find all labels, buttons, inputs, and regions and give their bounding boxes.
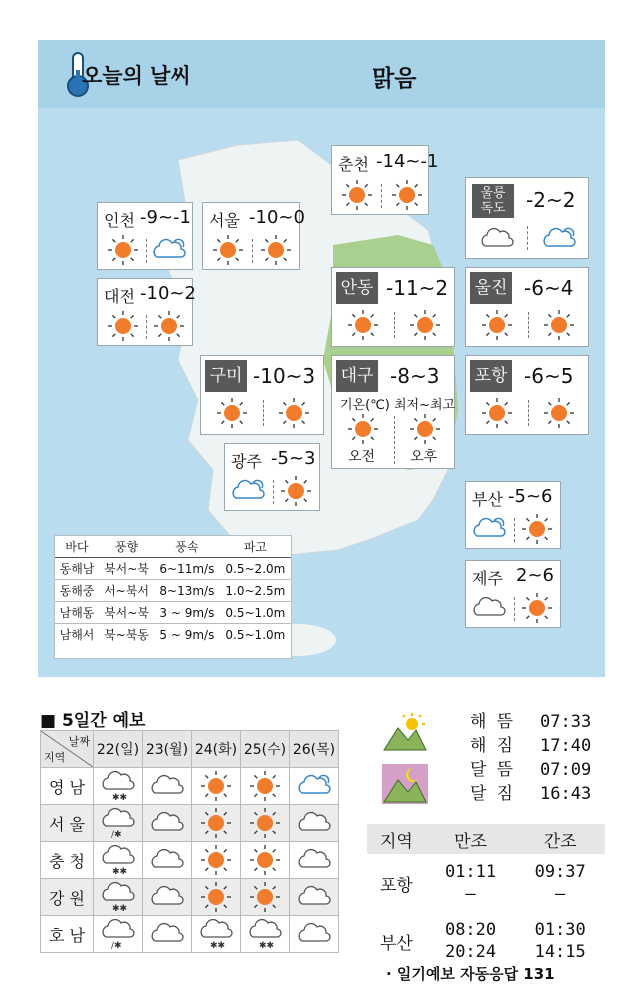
table-row (55, 558, 291, 580)
city-card-chuncheon (331, 145, 439, 215)
sun-icon (241, 769, 289, 803)
sun-icon (215, 396, 249, 430)
cloud-icon (290, 917, 338, 951)
tide-low: 14:15 (534, 942, 586, 962)
tide-header: 간조 (515, 824, 605, 854)
sea-cell: 남해서 (59, 628, 95, 642)
divider (394, 416, 395, 464)
table-row (55, 602, 291, 624)
city-tag: 포항 (470, 360, 512, 392)
city-temp: -14~-1 (376, 151, 439, 172)
forecast-row (41, 805, 339, 842)
cloud-snow-icon (241, 917, 289, 951)
tide-high: 20:24 (444, 942, 497, 962)
moonset-label: 달 짐 (470, 784, 514, 804)
svg-text:✱✱: ✱✱ (112, 793, 128, 803)
sea-cell: 3 ~ 9m/s (154, 602, 220, 624)
city-name: 대전 (104, 287, 135, 306)
divider (527, 226, 528, 250)
city-temp: -6~5 (524, 364, 574, 388)
city-temp: -9~-1 (140, 207, 191, 228)
forecast-day: 23(월) (143, 731, 192, 768)
divider (146, 315, 147, 339)
svg-text:✱✱: ✱✱ (259, 941, 275, 951)
table-row (55, 624, 291, 646)
forecast-title: ■ 5일간 예보 (40, 711, 146, 731)
tide-low: 01:30 (534, 920, 586, 940)
sea-cell: 남해동 (55, 602, 99, 624)
cloud-snow-icon (94, 769, 142, 803)
forecast-table (40, 730, 339, 953)
divider (514, 518, 515, 542)
footer-phone-note: · 일기예보 자동응답 131 (386, 965, 555, 983)
sun-icon (520, 591, 554, 625)
tide-region: 포항 (379, 875, 413, 896)
forecast-row (41, 916, 339, 953)
cloud-sun-icon (290, 769, 338, 803)
cloud-sun-icon (472, 512, 506, 546)
forecast-row (41, 842, 339, 879)
sun-icon (192, 769, 240, 803)
city-card-andong (331, 267, 455, 347)
sun-icon (340, 178, 374, 212)
city-tag: 대구 (336, 360, 378, 392)
sea-header: 풍향 (99, 536, 154, 558)
divider (263, 400, 264, 426)
cloud-icon (143, 880, 191, 914)
sea-cell: 0.5~2.0m (220, 558, 291, 580)
sun-moon-times (470, 710, 591, 806)
city-temp: -8~3 (390, 364, 440, 388)
cloud-icon (143, 769, 191, 803)
cloud-icon (143, 917, 191, 951)
city-tag: 안동 (336, 272, 378, 304)
temp-legend: 기온(℃) 최저~최고 (340, 398, 456, 413)
cloud-icon (480, 222, 514, 256)
am-label: 오전 (348, 449, 376, 465)
corner-date-label: 날짜 (68, 735, 90, 748)
divider (381, 184, 382, 208)
city-card-jeju (465, 560, 561, 628)
divider (394, 312, 395, 338)
cloud-sun-icon (152, 233, 186, 267)
city-card-gumi (200, 355, 324, 435)
svg-text:/✱: /✱ (111, 941, 122, 951)
city-card-ulleung (465, 177, 589, 259)
sea-cell: 서~북서 (99, 580, 154, 602)
sun-icon (192, 806, 240, 840)
cloud-snow-icon (94, 880, 142, 914)
table-row (367, 912, 605, 970)
sun-icon (346, 308, 380, 342)
city-temp: -5~6 (508, 486, 553, 507)
forecast-region: 영 남 (41, 768, 94, 805)
sun-icon (259, 233, 293, 267)
city-tag: 울릉 독도 (472, 184, 514, 218)
forecast-region: 충 청 (41, 842, 94, 879)
cloud-sleet-icon (94, 806, 142, 840)
divider (528, 400, 529, 426)
sun-icon (542, 308, 576, 342)
sun-icon (390, 178, 424, 212)
moonrise-time: 07:09 (540, 760, 592, 780)
city-card-daejeon (97, 278, 196, 346)
tide-low: 09:37 (534, 862, 586, 882)
svg-text:/✱: /✱ (111, 830, 122, 840)
sea-cell: 동해중 (55, 580, 99, 602)
city-name: 부산 (472, 490, 503, 509)
sun-icon (542, 396, 576, 430)
sea-cell: 동해남 (55, 558, 99, 580)
city-temp: -6~4 (524, 276, 574, 300)
table-row (55, 580, 291, 602)
city-card-pohang (465, 355, 589, 435)
tide-high: 01:11 (444, 862, 497, 882)
city-name: 제주 (472, 569, 503, 588)
tide-high: 08:20 (444, 920, 497, 940)
tide-table (367, 824, 605, 970)
sunrise-icon (382, 712, 428, 752)
sea-cell: 북서~북 (99, 602, 154, 624)
svg-text:✱✱: ✱✱ (210, 941, 226, 951)
divider (146, 239, 147, 263)
corner-region-label: 지역 (44, 751, 66, 764)
svg-text:✱✱: ✱✱ (112, 904, 128, 914)
city-temp: -5~3 (271, 448, 316, 469)
moonset-time: 16:43 (540, 784, 592, 804)
cloud-sun-icon (231, 474, 265, 508)
city-card-seoul (202, 202, 305, 270)
forecast-day: 22(일) (94, 731, 143, 768)
forecast-day: 24(화) (192, 731, 241, 768)
sun-icon (408, 308, 442, 342)
sun-icon (192, 843, 240, 877)
sunrise-time: 07:33 (540, 712, 592, 732)
sea-cell: 북서~북 (99, 558, 154, 580)
city-card-gwangju (224, 443, 320, 511)
sun-icon (106, 233, 140, 267)
divider (528, 312, 529, 338)
city-temp: -2~2 (526, 188, 576, 212)
city-temp: 2~6 (516, 565, 554, 586)
city-temp: -11~2 (386, 276, 449, 300)
sun-icon (241, 806, 289, 840)
sun-icon (241, 843, 289, 877)
forecast-day: 25(수) (241, 731, 290, 768)
forecast-row (41, 879, 339, 916)
sunrise-label: 해 뜸 (470, 712, 514, 732)
cloud-icon (143, 806, 191, 840)
sun-icon (480, 396, 514, 430)
moonrise-label: 달 뜸 (470, 760, 514, 780)
city-card-incheon (97, 202, 193, 270)
sun-icon (192, 880, 240, 914)
sun-icon (520, 512, 554, 546)
sun-icon (152, 309, 186, 343)
sunset-label: 해 짐 (470, 736, 514, 756)
forecast-region: 강 원 (41, 879, 94, 916)
tide-high: – (465, 884, 476, 904)
sea-header: 바다 (55, 536, 99, 558)
cloud-icon (290, 806, 338, 840)
header-title: 오늘의 날씨 (82, 64, 191, 88)
city-name: 광주 (231, 452, 262, 471)
divider (514, 597, 515, 621)
sun-icon (106, 309, 140, 343)
tide-header: 만조 (426, 824, 516, 854)
table-row (367, 854, 605, 912)
city-name: 춘천 (338, 155, 369, 174)
city-card-busan (465, 481, 561, 549)
sun-icon (408, 412, 442, 446)
sea-header: 풍속 (154, 536, 220, 558)
header-condition: 맑음 (372, 66, 417, 92)
svg-text:✱✱: ✱✱ (112, 867, 128, 877)
sun-icon (279, 474, 313, 508)
sea-conditions-table (54, 535, 292, 659)
cloud-icon (472, 591, 506, 625)
cloud-sun-icon (542, 222, 576, 256)
city-temp: -10~3 (253, 364, 316, 388)
city-tag: 구미 (205, 360, 247, 392)
city-name: 인천 (104, 211, 135, 230)
forecast-region: 호 남 (41, 916, 94, 953)
city-tag: 울진 (470, 272, 512, 304)
city-temp: -10~2 (140, 283, 196, 304)
sun-icon (480, 308, 514, 342)
cloud-snow-icon (94, 843, 142, 877)
sea-cell: 5 ~ 9m/s (159, 627, 215, 642)
moonrise-icon (382, 764, 428, 804)
city-card-uljin (465, 267, 589, 347)
divider (273, 480, 274, 504)
tide-header: 지역 (367, 824, 426, 854)
cloud-icon (290, 843, 338, 877)
sea-cell: 8~13m/s (154, 580, 220, 602)
sun-icon (211, 233, 245, 267)
sea-cell: 6~11m/s (154, 558, 220, 580)
sunset-time: 17:40 (540, 736, 592, 756)
divider (252, 239, 253, 263)
sea-header: 파고 (220, 536, 291, 558)
city-card-daegu (331, 355, 455, 469)
sea-cell: 0.5~1.0m (225, 627, 286, 642)
cloud-snow-icon (192, 917, 240, 951)
forecast-row (41, 768, 339, 805)
pm-label: 오후 (410, 449, 438, 465)
tide-low: – (555, 884, 566, 904)
city-temp: -10~0 (249, 207, 305, 228)
sun-icon (241, 880, 289, 914)
forecast-day: 26(목) (290, 731, 339, 768)
sea-cell: 북~북동 (104, 628, 149, 642)
sun-icon (346, 412, 380, 446)
cloud-icon (143, 843, 191, 877)
city-name: 서울 (209, 211, 240, 230)
sea-cell: 1.0~2.5m (220, 580, 291, 602)
sea-cell: 0.5~1.0m (220, 602, 291, 624)
forecast-region: 서 울 (41, 805, 94, 842)
cloud-sleet-icon (94, 917, 142, 951)
sun-icon (277, 396, 311, 430)
forecast-corner (41, 731, 94, 768)
tide-region: 부산 (379, 933, 413, 954)
cloud-icon (290, 880, 338, 914)
